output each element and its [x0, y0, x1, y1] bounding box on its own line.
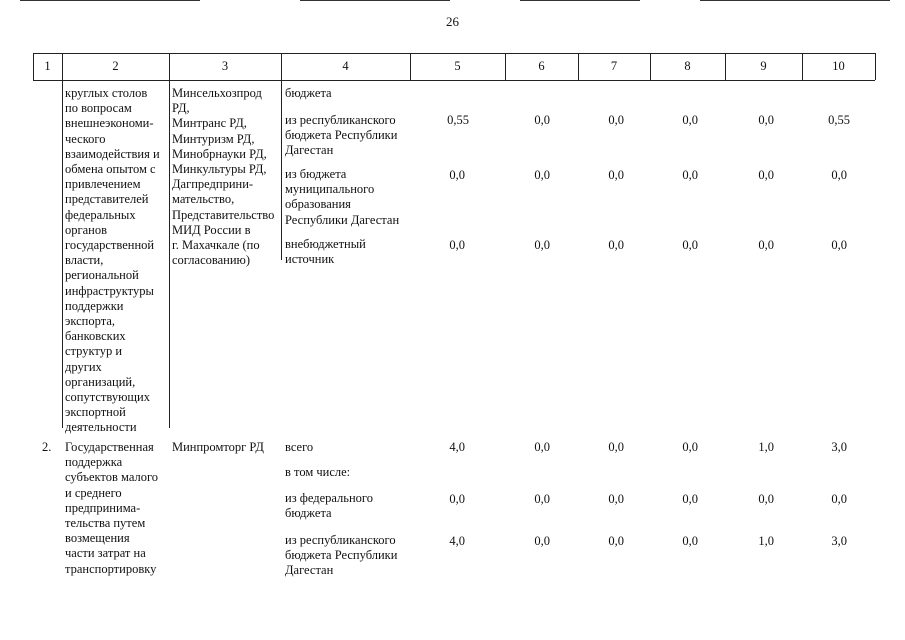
block1-source-2: из бюджета муниципального образования Республики Дагестан	[285, 167, 400, 227]
header-bottom-rule	[33, 80, 875, 81]
block1-r1-v6: 0,0	[534, 113, 550, 127]
block2-source-0: всего	[285, 440, 314, 454]
header-col-5: 5	[454, 59, 461, 73]
block2-r3-v6: 0,0	[534, 534, 550, 548]
block1-r2-v6: 0,0	[534, 168, 550, 182]
header-col-7: 7	[610, 59, 618, 73]
block2-r3-v10: 3,0	[831, 534, 847, 548]
block2-r0-v8: 0,0	[682, 440, 698, 454]
header-col-9: 9	[760, 59, 767, 73]
top-edge-line-3	[520, 0, 640, 1]
body-col-sep	[281, 80, 282, 260]
block1-executor: Минсельхозпрод РД, Минтранс РД, Минтуризм РД, Минобрнауки РД, Минкультуры РД, Дагпредприни- мательство, Представительство МИД России в г. Махачкале (по согласованию)	[172, 86, 275, 268]
header-col-sep	[875, 53, 876, 80]
block2-r0-v6: 0,0	[534, 440, 550, 454]
block2-r2-v9: 0,0	[758, 492, 774, 506]
block1-source-3: внебюджетный источник	[285, 237, 366, 267]
block1-r1-v9: 0,0	[758, 113, 774, 127]
block1-r2-v5: 0,0	[449, 168, 465, 182]
header-col-3: 3	[221, 59, 229, 73]
block1-r3-v8: 0,0	[682, 238, 698, 252]
block2-r2-v8: 0,0	[682, 492, 698, 506]
body-col-sep	[169, 80, 170, 428]
block1-r1-v10: 0,55	[828, 113, 850, 127]
block2-r0-v5: 4,0	[449, 440, 465, 454]
header-col-6: 6	[538, 59, 545, 73]
header-top-rule	[33, 53, 875, 54]
block1-r3-v9: 0,0	[758, 238, 774, 252]
block1-r2-v8: 0,0	[682, 168, 698, 182]
block1-r2-v10: 0,0	[831, 168, 847, 182]
block2-r3-v7: 0,0	[608, 534, 624, 548]
block1-r2-v7: 0,0	[608, 168, 624, 182]
block2-r0-v7: 0,0	[608, 440, 624, 454]
block2-source-3: из республиканского бюджета Республики Дагестан	[285, 533, 398, 578]
header-col-2: 2	[112, 59, 119, 73]
block1-r3-v5: 0,0	[449, 238, 465, 252]
block1-r3-v6: 0,0	[534, 238, 550, 252]
block2-r2-v5: 0,0	[449, 492, 465, 506]
block2-r2-v10: 0,0	[831, 492, 847, 506]
top-edge-line-2	[300, 0, 450, 1]
top-edge-line-1	[20, 0, 200, 1]
block2-r3-v5: 4,0	[449, 534, 465, 548]
block1-r1-v8: 0,0	[682, 113, 698, 127]
block1-r1-v5: 0,55	[447, 113, 469, 127]
page-number: 26	[446, 14, 459, 29]
block1-source-0: бюджета	[285, 86, 332, 100]
body-col-sep	[62, 80, 63, 428]
block1-r2-v9: 0,0	[758, 168, 774, 182]
block1-r3-v10: 0,0	[831, 238, 847, 252]
header-col-1: 1	[44, 59, 51, 73]
block1-r3-v7: 0,0	[608, 238, 624, 252]
header-col-4: 4	[342, 59, 349, 73]
header-col-10: 10	[832, 59, 845, 73]
block2-r3-v8: 0,0	[682, 534, 698, 548]
block2-source-1: в том числе:	[285, 465, 351, 479]
header-col-8: 8	[684, 59, 691, 73]
block2-r2-v6: 0,0	[534, 492, 550, 506]
block2-executor: Минпромторг РД	[172, 440, 264, 454]
block2-r0-v10: 3,0	[831, 440, 847, 454]
block2-description: Государственная поддержка субъектов малого и среднего предпринима- тельства путем возмещения части затрат на транспортировку	[65, 440, 159, 576]
block1-description: круглых столов по вопросам внешнеэкономи- ческого взаимодействия и обмена опытом с привлечением представителей федеральных органов государственной власти, региональной инфраструктуры поддержки экспорта, банковских структур и других организаций, сопутствующих экспортной деятельности	[65, 86, 160, 435]
top-edge-line-4	[700, 0, 890, 1]
block1-source-1: из республиканского бюджета Республики Дагестан	[285, 113, 398, 158]
block2-source-2: из федерального бюджета	[285, 491, 373, 521]
block2-r2-v7: 0,0	[608, 492, 624, 506]
block2-r3-v9: 1,0	[758, 534, 774, 548]
block2-number: 2.	[42, 440, 52, 454]
block1-r1-v7: 0,0	[608, 113, 624, 127]
block2-r0-v9: 1,0	[758, 440, 774, 454]
